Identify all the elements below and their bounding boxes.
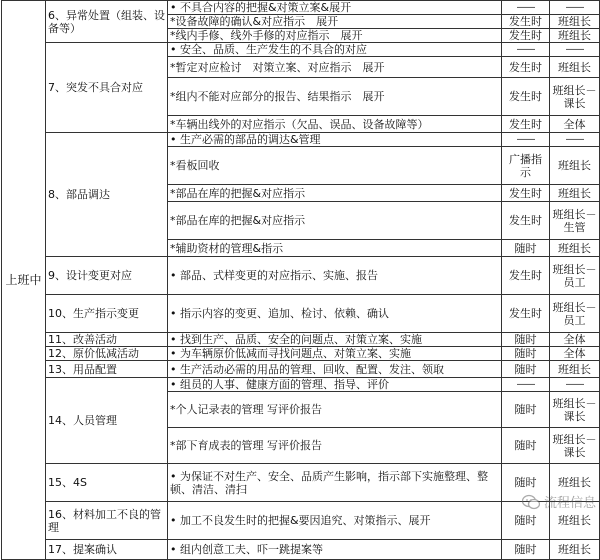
table-row [2, 333, 600, 347]
watermark-text: 流程信息 [543, 496, 596, 511]
task-detail-cell: *部下育成表的管理 写评价报告 [168, 428, 502, 464]
wechat-icon [522, 494, 540, 510]
task-detail-cell: • 为保证不对生产、安全、品质产生影响，指示部下实施整理、整顿、清洁、清扫 [168, 464, 502, 502]
timing-cell: —— [502, 133, 550, 147]
timing-cell: 发生时 [502, 257, 550, 295]
timing-cell: —— [502, 378, 550, 392]
responsible-cell: 全体 [550, 347, 600, 361]
responsible-cell: 班组长－课长 [550, 392, 600, 428]
table-row [2, 347, 600, 361]
timing-cell: 发生时 [502, 295, 550, 333]
responsible-cell: 班组长－员工 [550, 257, 600, 295]
responsible-cell: 班组长 [550, 240, 600, 257]
responsible-cell: 班组长－生管 [550, 202, 600, 240]
duty-schedule-body [2, 1, 600, 560]
timing-cell: 发生时 [502, 116, 550, 133]
task-detail-cell: *部品在库的把握&对应指示 [168, 202, 502, 240]
timing-cell: 随时 [502, 333, 550, 347]
timing-cell: 发生时 [502, 29, 550, 43]
task-detail-cell: *部品在库的把握&对应指示 [168, 185, 502, 202]
table-row [2, 464, 600, 502]
task-detail-cell: *辅助资材的管理&指示 [168, 240, 502, 257]
responsible-cell: —— [550, 1, 600, 15]
task-detail-cell: • 为车辆原价低减而寻找问题点、对策立案、实施 [168, 347, 502, 361]
task-detail-cell: • 组员的人事、健康方面的管理、指导、评价 [168, 378, 502, 392]
responsible-cell: 全体 [550, 116, 600, 133]
table-row [2, 295, 600, 333]
timing-cell: 随时 [502, 464, 550, 502]
task-detail-cell: • 找到生产、品质、安全的问题点、对策立案、实施 [168, 333, 502, 347]
task-detail-cell: • 组内创意工夫、吓一跳提案等 [168, 540, 502, 560]
responsible-cell: 班组长 [550, 29, 600, 43]
timing-cell: 随时 [502, 428, 550, 464]
task-detail-cell: *线内手修、线外手修的对应指示 展开 [168, 29, 502, 43]
category-cell: 9、设计变更对应 [46, 257, 168, 295]
category-cell: 15、4S [46, 464, 168, 502]
timing-cell: 发生时 [502, 78, 550, 116]
responsible-cell: 班组长－课长 [550, 428, 600, 464]
responsible-cell: 班组长 [550, 540, 600, 560]
responsible-cell: —— [550, 43, 600, 57]
timing-cell: 随时 [502, 347, 550, 361]
category-cell: 7、突发不具合对应 [46, 43, 168, 133]
task-detail-cell: *车辆出线外的对应指示（欠品、误品、设备故障等） [168, 116, 502, 133]
category-cell: 16、材料加工不良的管理 [46, 502, 168, 540]
task-detail-cell: *看板回收 [168, 147, 502, 185]
responsible-cell: 班组长 [550, 57, 600, 78]
duty-schedule-table [1, 0, 600, 560]
timing-cell: 随时 [502, 361, 550, 378]
responsible-cell: 班组长 [550, 464, 600, 502]
responsible-cell: 班组长 [550, 185, 600, 202]
timing-cell: 随时 [502, 240, 550, 257]
task-detail-cell: *组内不能对应部分的报告、结果指示 展开 [168, 78, 502, 116]
task-detail-cell: • 加工不良发生时的把握&要因追究、对策指示、展开 [168, 502, 502, 540]
timing-cell: —— [502, 1, 550, 15]
timing-cell: —— [502, 43, 550, 57]
table-row [2, 43, 600, 57]
timing-cell: 发生时 [502, 15, 550, 29]
table-row [2, 257, 600, 295]
responsible-cell: 班组长 [550, 502, 600, 540]
timing-cell: 随时 [502, 540, 550, 560]
table-row [2, 1, 600, 15]
category-cell: 17、提案确认 [46, 540, 168, 560]
responsible-cell: 班组长－员工 [550, 295, 600, 333]
category-cell: 13、用品配置 [46, 361, 168, 378]
watermark [522, 492, 596, 511]
task-detail-cell: • 指示内容的变更、追加、检讨、依赖、确认 [168, 295, 502, 333]
responsible-cell: 班组长 [550, 147, 600, 185]
timing-cell: 随时 [502, 502, 550, 540]
phase-cell: 上班中 [2, 1, 46, 560]
category-cell: 10、生产指示变更 [46, 295, 168, 333]
responsible-cell: —— [550, 133, 600, 147]
task-detail-cell: *设备故障的确认&对应指示 展开 [168, 15, 502, 29]
timing-cell: 发生时 [502, 202, 550, 240]
task-detail-cell: • 不具合内容的把握&对策立案&展开 [168, 1, 502, 15]
table-row [2, 378, 600, 392]
responsible-cell: —— [550, 378, 600, 392]
responsible-cell: 班组长 [550, 15, 600, 29]
task-detail-cell: *个人记录表的管理 写评价报告 [168, 392, 502, 428]
timing-cell: 广播指示 [502, 147, 550, 185]
category-cell: 12、原价低减活动 [46, 347, 168, 361]
category-cell: 8、部品调达 [46, 133, 168, 257]
task-detail-cell: *暂定对应检讨 对策立案、对应指示 展开 [168, 57, 502, 78]
timing-cell: 随时 [502, 392, 550, 428]
task-detail-cell: • 生产必需的部品的调达&管理 [168, 133, 502, 147]
table-row [2, 133, 600, 147]
task-detail-cell: • 部品、式样变更的对应指示、实施、报告 [168, 257, 502, 295]
category-cell: 14、人员管理 [46, 378, 168, 464]
timing-cell: 发生时 [502, 57, 550, 78]
responsible-cell: 全体 [550, 333, 600, 347]
responsible-cell: 班组长－课长 [550, 78, 600, 116]
table-row [2, 540, 600, 560]
responsible-cell: 班组长 [550, 361, 600, 378]
category-cell: 11、改善活动 [46, 333, 168, 347]
table-row [2, 361, 600, 378]
timing-cell: 发生时 [502, 185, 550, 202]
table-row [2, 502, 600, 540]
task-detail-cell: • 生产活动必需的用品的管理、回收、配置、发注、领取 [168, 361, 502, 378]
category-cell: 6、异常处置（组装、设备等） [46, 1, 168, 43]
task-detail-cell: • 安全、品质、生产发生的不具合的对应 [168, 43, 502, 57]
